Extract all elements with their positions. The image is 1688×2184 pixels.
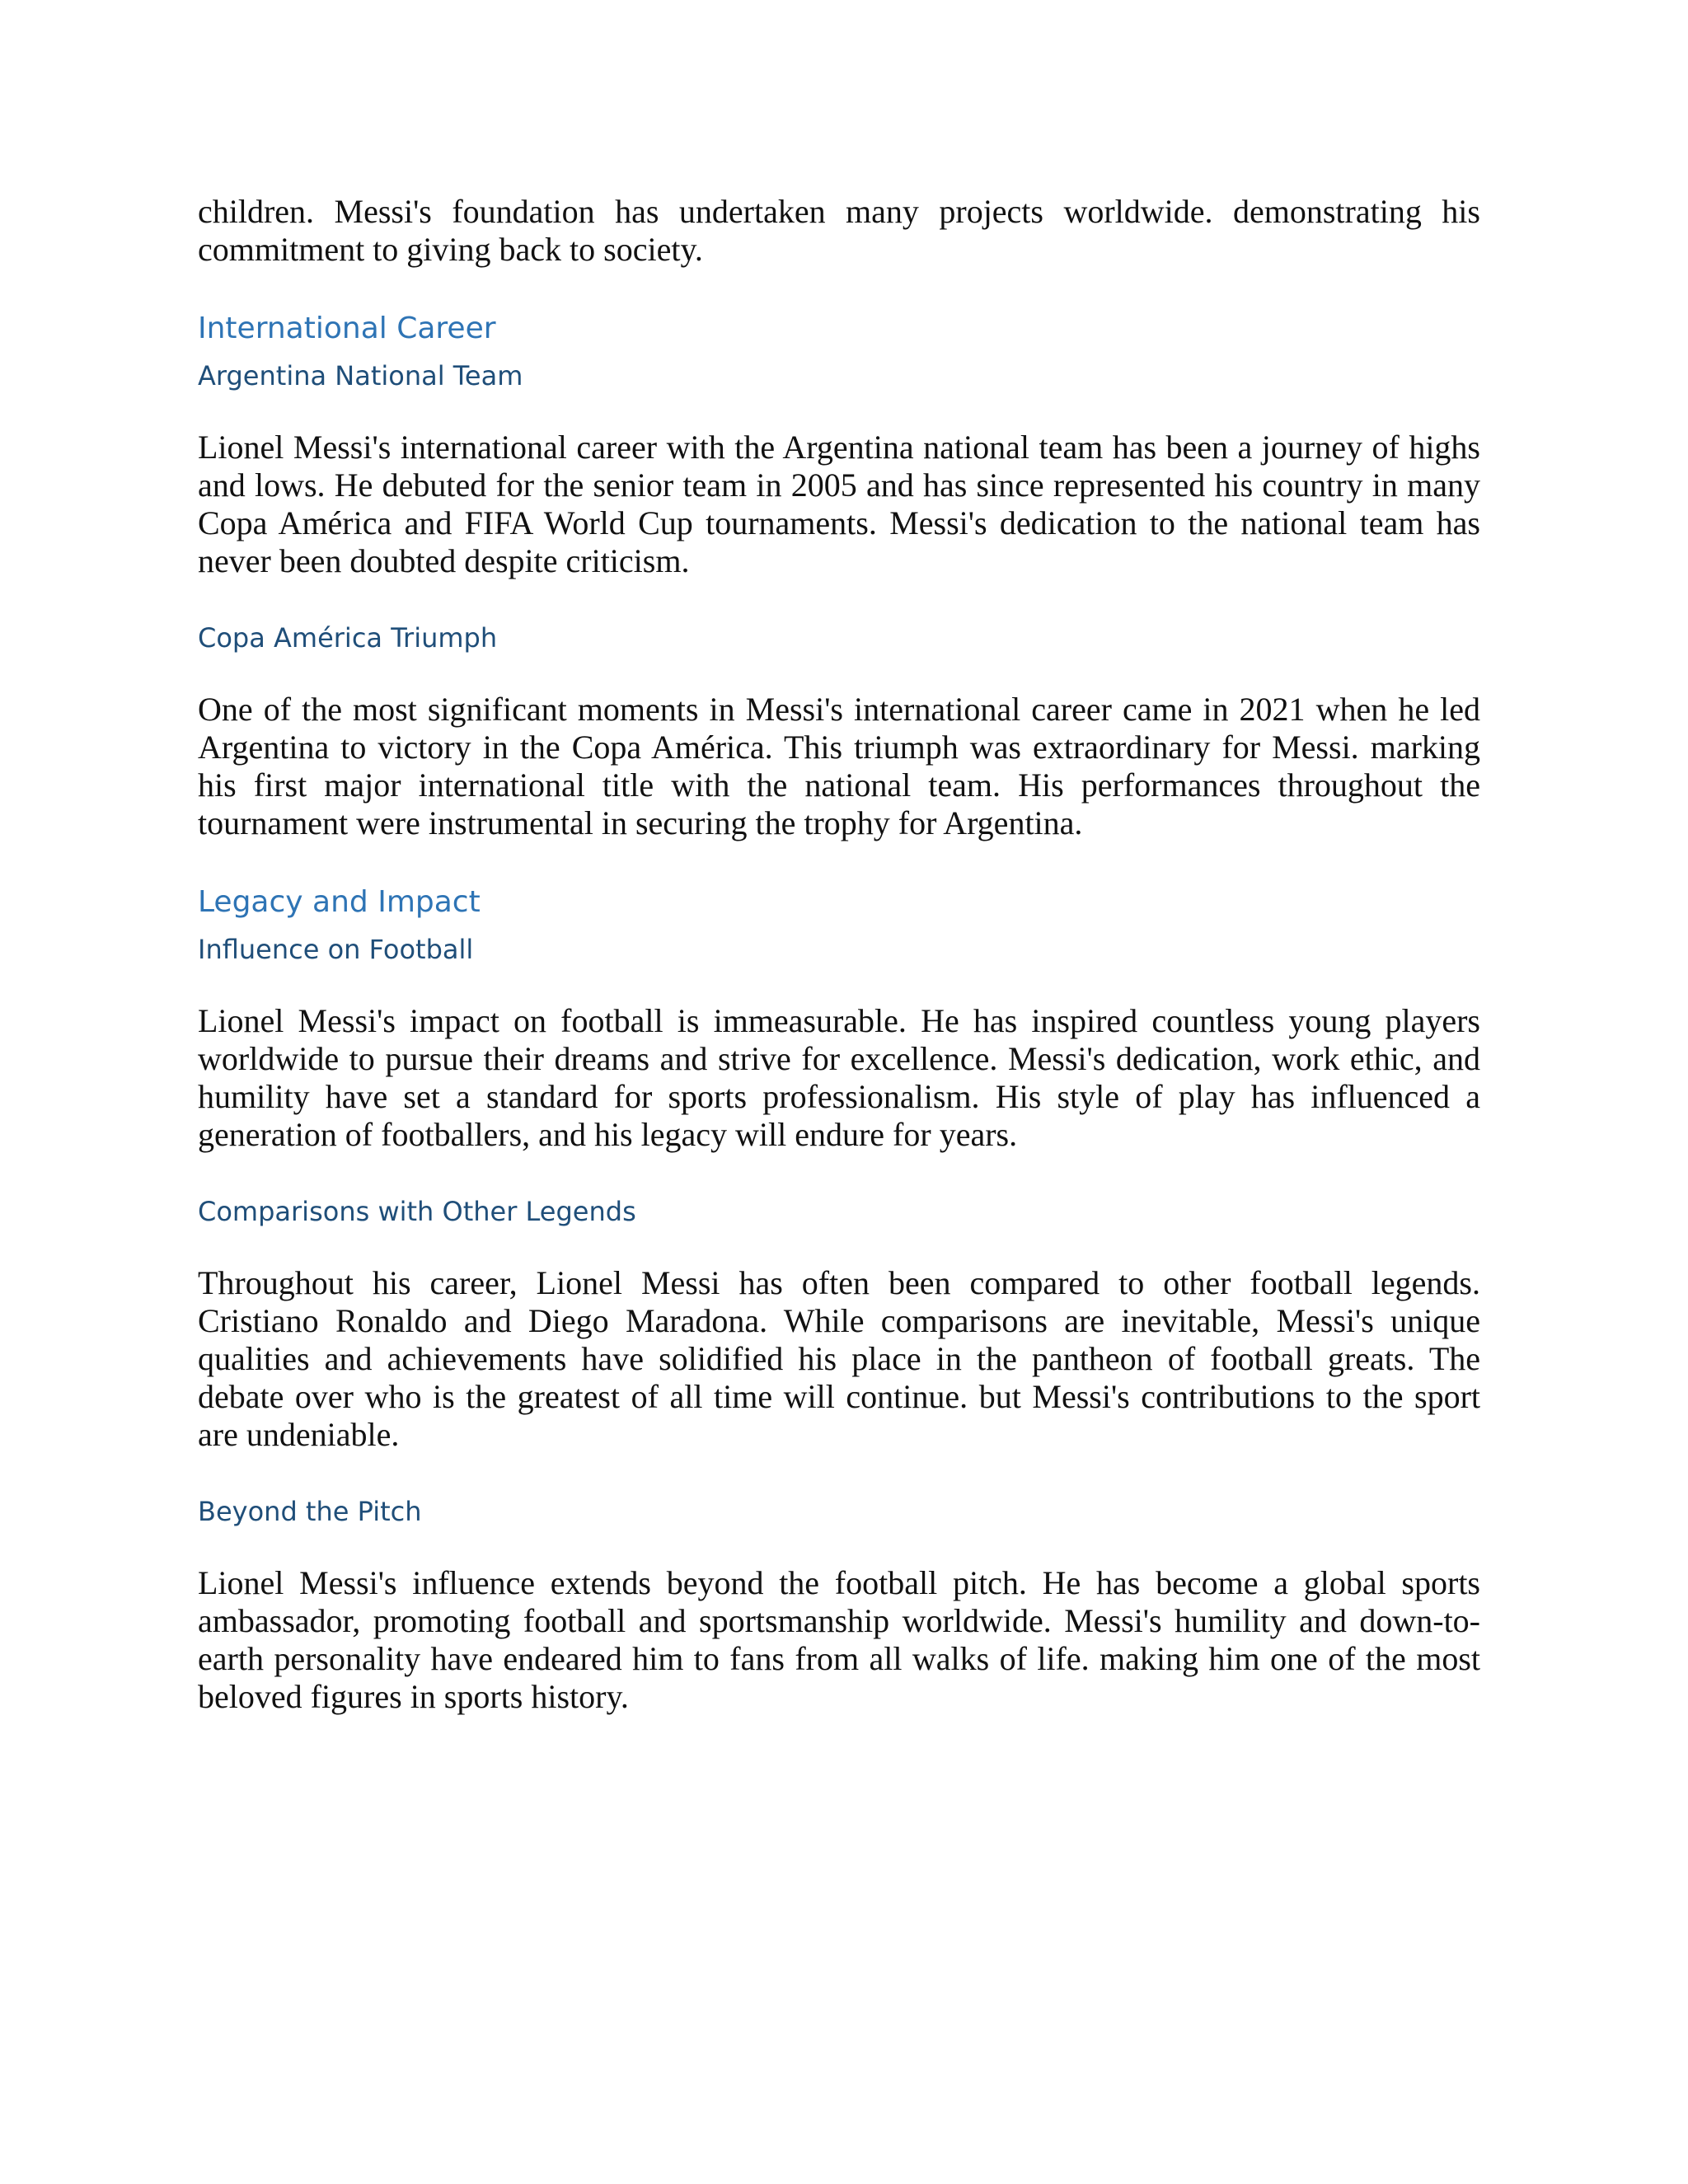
intro-paragraph: children. Messi's foundation has undertaken many projects worldwide. demonstrating his commitment to giving back to society. <box>198 193 1480 268</box>
paragraph-beyond-the-pitch: Lionel Messi's influence extends beyond the football pitch. He has become a global sports ambassador, promoting football and sportsmanship worldwide. Messi's humility and down-to-earth personality have endeared him to fans from all walks of life. making him one of the most beloved figures in sports history. <box>198 1564 1480 1715</box>
subsection-heading-comparisons-with-other-legends: Comparisons with Other Legends <box>198 1196 636 1227</box>
subsection-heading-beyond-the-pitch: Beyond the Pitch <box>198 1496 422 1527</box>
section-heading-international-career: International Career <box>198 312 496 345</box>
document-page <box>198 193 1480 1716</box>
section-heading-legacy-and-impact: Legacy and Impact <box>198 885 481 919</box>
subsection-heading-influence-on-football: Influence on Football <box>198 934 474 965</box>
subsection-heading-argentina-national-team: Argentina National Team <box>198 360 523 391</box>
subsection-heading-copa-america-triumph: Copa América Triumph <box>198 622 498 654</box>
paragraph-comparisons-with-other-legends: Throughout his career, Lionel Messi has often been compared to other football legends. Cristiano Ronaldo and Diego Maradona. While comparisons are inevitable, Messi's unique qualities and achievements have solidified his place in the pantheon of football greats. The debate over who is the greatest of all time will continue. but Messi's contributions to the sport are undeniable. <box>198 1264 1480 1453</box>
paragraph-influence-on-football: Lionel Messi's impact on football is immeasurable. He has inspired countless young players worldwide to pursue their dreams and strive for excellence. Messi's dedication, work ethic, and humility have set a standard for sports professionalism. His style of play has influenced a generation of footballers, and his legacy will endure for years. <box>198 1002 1480 1153</box>
paragraph-copa-america-triumph: One of the most significant moments in Messi's international career came in 2021 when he led Argentina to victory in the Copa América. This triumph was extraordinary for Messi. marking his first major international title with the national team. His performances throughout the tournament were instrumental in securing the trophy for Argentina. <box>198 691 1480 841</box>
paragraph-argentina-national-team: Lionel Messi's international career with the Argentina national team has been a journey of highs and lows. He debuted for the senior team in 2005 and has since represented his country in many Copa América and FIFA World Cup tournaments. Messi's dedication to the national team has never been doubted despite criticism. <box>198 429 1480 579</box>
